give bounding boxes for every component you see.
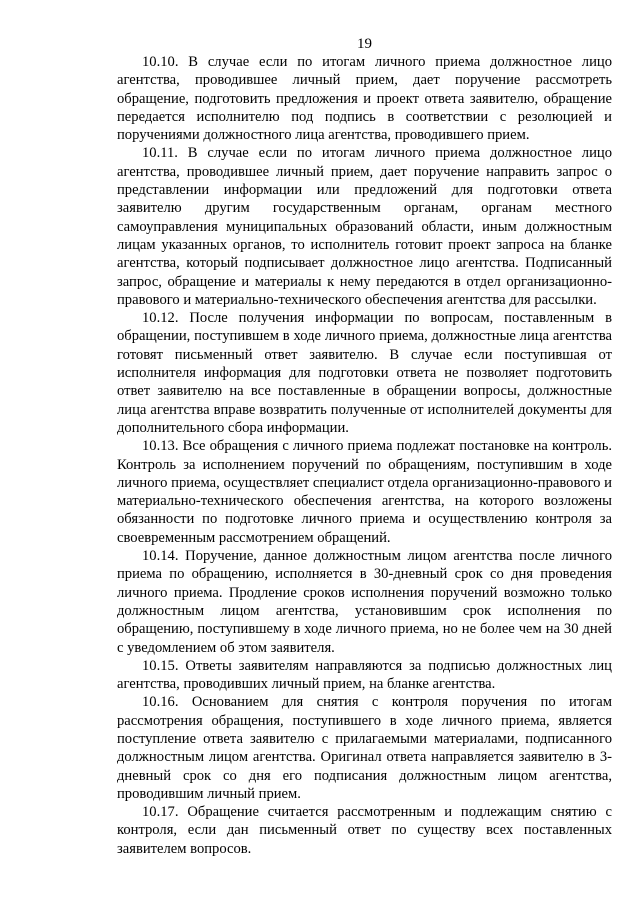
paragraph-10-12: 10.12. После получения информации по вопросам, поставленным в обращении, поступившем в ходе личного приема, должностные лица агентства готовят письменный ответ заявителю. В случае если поступившая от исполнителя информация для подготовки ответа не позволяет подготовить ответ заявителю на все поставленные в обращении вопросы, должностные лица агентства вправе возвратить полученные от исполнителей документы для дополнительного сбора информации.: [117, 310, 612, 436]
document-page: [117, 36, 612, 858]
paragraph-10-15: 10.15. Ответы заявителям направляются за подписью должностных лиц агентства, проводивших личный прием, на бланке агентства.: [117, 657, 612, 693]
paragraph-10-11: 10.11. В случае если по итогам личного приема должностное лицо агентства, проводившее личный прием, дает поручение направить запрос о представлении информации или предложений для подготовки ответа заявителю другим государственным органам, органам местного самоуправления муниципальных образований области, иным должностным лицам указанных органов, то исполнитель готовит проект запроса на бланке агентства, который подписывает должностное лицо агентства. Подписанный запрос, обращение и материалы к нему передаются в отдел организационно-правового и материально-технического обеспечения агентства для рассылки.: [117, 145, 612, 308]
paragraph-10-17: 10.17. Обращение считается рассмотренным и подлежащим снятию с контроля, если дан письменный ответ по существу всех поставленных заявителем вопросов.: [117, 804, 612, 857]
paragraph-10-16: 10.16. Основанием для снятия с контроля поручения по итогам рассмотрения обращения, поступившего в ходе личного приема, является поступление ответа заявителю с прилагаемыми материалами, подписанного должностным лицом агентства. Оригинал ответа направляется заявителю в 3-дневный срок со дня его подписания должностным лицом агентства, проводившим личный прием.: [117, 694, 612, 802]
paragraph-10-10: 10.10. В случае если по итогам личного приема должностное лицо агентства, проводившее личный прием, дает поручение рассмотреть обращение, подготовить предложения и проект ответа заявителю, обращение передается исполнителю под подпись в соответствии с резолюцией и поручениями должностного лица агентства, проводившего прием.: [117, 54, 612, 144]
paragraph-10-13: 10.13. Все обращения с личного приема подлежат постановке на контроль. Контроль за исполнением поручений по обращениям, поступившим в ходе личного приема, осуществляет специалист отдела организационно-правового и материально-технического обеспечения агентства, на которого возложены обязанности по подготовке личного приема и осуществлению контроля за своевременным рассмотрением обращений.: [117, 438, 612, 546]
page-number: 19: [357, 36, 372, 52]
paragraph-10-14: 10.14. Поручение, данное должностным лицом агентства после личного приема по обращению, исполняется в 30-дневный срок со дня проведения личного приема. Продление сроков исполнения поручений возможно только должностным лицом агентства, установившим срок исполнения по обращению, поступившему в ходе личного приема, но не более чем на 30 дней с уведомлением об этом заявителя.: [117, 548, 612, 656]
